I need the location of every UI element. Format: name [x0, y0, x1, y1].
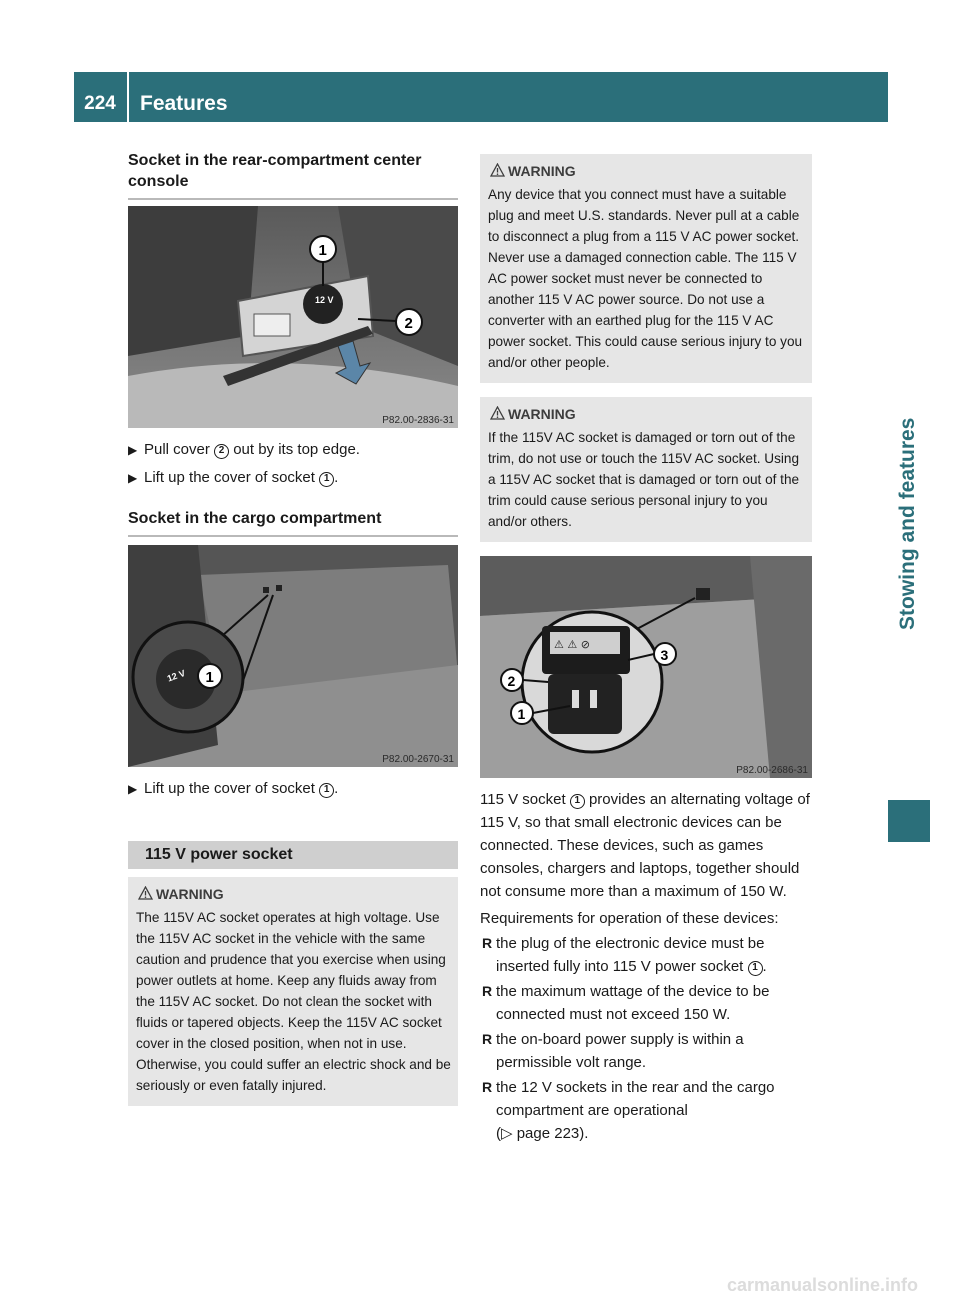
instruction-step: ▶ Pull cover 2 out by its top edge. — [128, 441, 360, 458]
cargo-socket-photo — [128, 545, 458, 767]
step-arrow-icon: ▶ — [128, 782, 138, 796]
callout-number: 1 — [319, 472, 334, 487]
page-reference-link[interactable]: page 223). — [516, 1125, 589, 1142]
requirement-bullet: R the plug of the electronic device must be inserted fully into 115 V power socket 1 . — [480, 932, 812, 978]
rear-console-socket-photo — [128, 206, 458, 428]
warning-header: WARNING — [488, 162, 806, 180]
warning-triangle-icon — [490, 163, 505, 177]
svg-text:12 V: 12 V — [315, 295, 334, 305]
warning-box — [128, 877, 458, 1106]
requirement-bullet: R the 12 V sockets in the rear and the cargo compartment are operational (▷ page 223). — [480, 1076, 812, 1145]
warning-text: Any device that you connect must have a suitable plug and meet U.S. standards. Never pull at a cable to disconnect a plug from a 115 V AC power socket. Never use a damaged connection cable. The 115 V AC power socket must never be connected to another 115 V AC power source. Do not use a converter with an earthed plug for the 115 V AC power socket. This could cause serious injury to you and/or other people. — [488, 187, 803, 370]
instruction-step: ▶ Lift up the cover of socket 1 . — [128, 780, 339, 797]
requirement-bullet: R the on-board power supply is within a permissible volt range. — [480, 1028, 812, 1074]
section-rule — [128, 535, 458, 537]
left-column — [128, 150, 458, 1106]
bullet-marker: R — [482, 1031, 493, 1047]
page-ref-arrow-icon: ▷ — [501, 1125, 517, 1142]
svg-text:1: 1 — [318, 242, 327, 259]
svg-text:2: 2 — [507, 673, 516, 689]
bullet-marker: R — [482, 983, 493, 999]
section-heading-rear-console: Socket in the rear-compartment center console — [128, 152, 422, 190]
warning-triangle-icon — [138, 886, 153, 900]
115v-socket-photo — [480, 556, 812, 778]
115v-socket-illustration — [480, 556, 812, 778]
callout-number: 1 — [748, 961, 763, 976]
cargo-illustration — [128, 545, 458, 767]
image-code: P82.00-2686-31 — [736, 765, 808, 776]
svg-text:12 V: 12 V — [165, 667, 187, 684]
image-code: P82.00-2836-31 — [382, 415, 454, 426]
section-heading-cargo: Socket in the cargo compartment — [128, 510, 382, 527]
instruction-step: ▶ Lift up the cover of socket 1 . — [128, 469, 339, 486]
requirement-bullet: R the maximum wattage of the device to be connected must not exceed 150 W. — [480, 980, 812, 1026]
header-separator — [127, 72, 129, 122]
section-bar-115v: 115 V power socket — [128, 841, 458, 869]
svg-text:2: 2 — [404, 315, 413, 332]
svg-text:1: 1 — [517, 706, 526, 722]
image-code: P82.00-2670-31 — [382, 754, 454, 765]
callout-number: 2 — [214, 444, 229, 459]
side-tab-marker — [888, 800, 930, 842]
bullet-marker: R — [482, 935, 493, 951]
rear-console-illustration — [128, 206, 458, 428]
warning-box — [480, 397, 812, 542]
svg-text:3: 3 — [660, 647, 669, 663]
chapter-title: Features — [140, 92, 228, 115]
warning-triangle-icon — [490, 406, 505, 420]
description-paragraph: 115 V socket 1 provides an alternating voltage of 115 V, so that small electronic devices can be connected. These devices, such as games consoles, chargers and laptops, together should not consume more than a maximum of 150 W. — [480, 791, 810, 900]
warning-header: WARNING — [136, 885, 452, 903]
svg-text:⚠ ⚠ ⊘: ⚠ ⚠ ⊘ — [554, 638, 590, 651]
requirements-intro: Requirements for operation of these devices: — [480, 910, 779, 927]
warning-text: The 115V AC socket operates at high voltage. Use the 115V AC socket in the vehicle with the same caution and prudence that you exercise when using power outlets at home. Keep any fluids away from the 115V AC socket. Do not clean the socket with fluids or tapered objects. Keep the 115V AC socket cover in the closed position, when not in use. Otherwise, you could suffer an electric shock and be seriously or even fatally injured. — [136, 910, 451, 1093]
side-tab-label: Stowing and features — [896, 417, 919, 630]
bullet-marker: R — [482, 1079, 493, 1095]
step-arrow-icon: ▶ — [128, 471, 138, 485]
warning-box — [480, 154, 812, 383]
section-rule — [128, 198, 458, 200]
right-column — [480, 154, 812, 1145]
page-number: 224 — [84, 93, 116, 114]
warning-header: WARNING — [488, 405, 806, 423]
svg-text:1: 1 — [205, 669, 214, 686]
watermark: carmanualsonline.info — [726, 1275, 918, 1295]
page-header — [74, 72, 888, 122]
callout-number: 1 — [319, 783, 334, 798]
warning-text: If the 115V AC socket is damaged or torn out of the trim, do not use or touch the 115V AC socket. Using a 115V AC socket that is damaged or torn out of the trim could cause serious personal injury to you and/or others. — [488, 430, 800, 529]
step-arrow-icon: ▶ — [128, 443, 138, 457]
callout-number: 1 — [570, 794, 585, 809]
